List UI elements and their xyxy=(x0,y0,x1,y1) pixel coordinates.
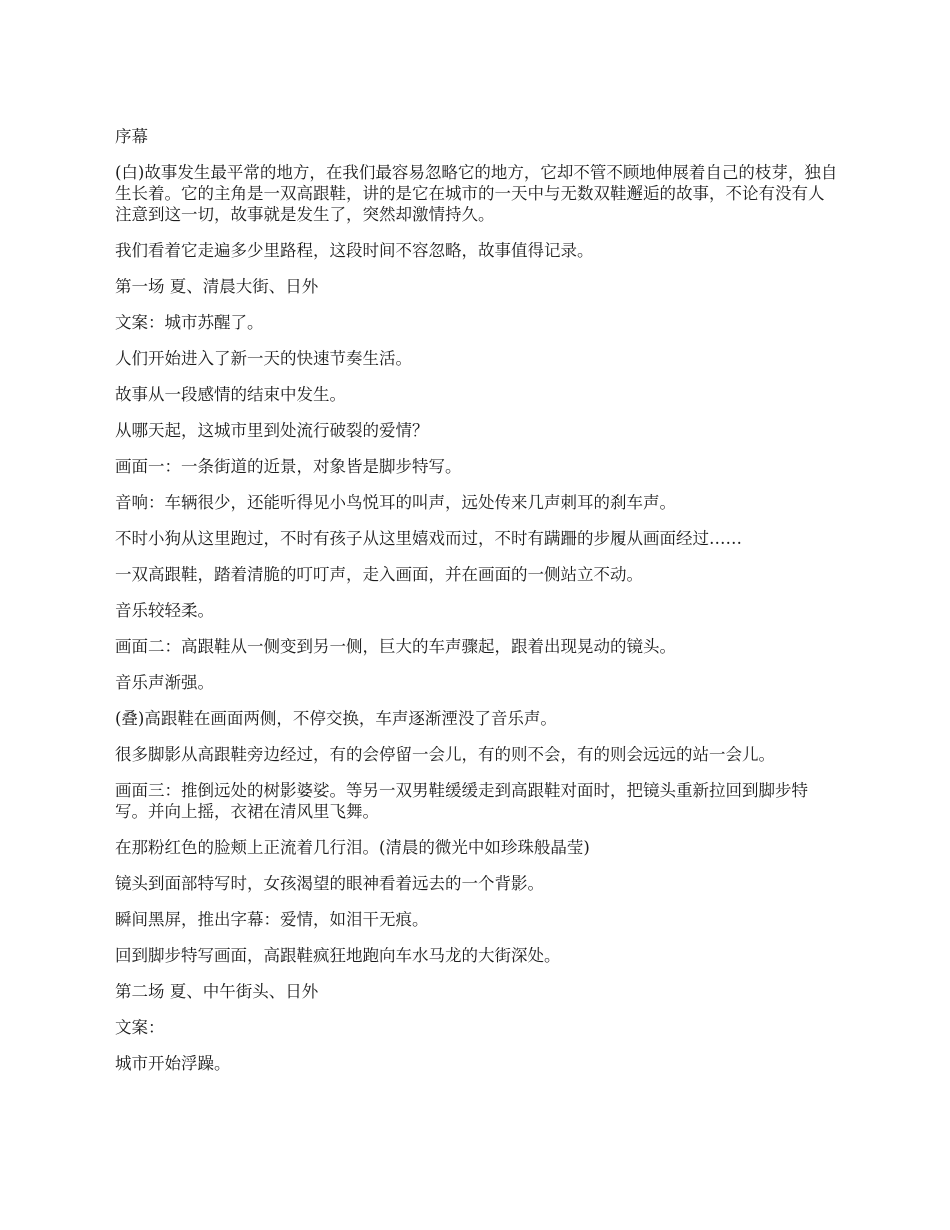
body-paragraph: 城市开始浮躁。 xyxy=(115,1054,231,1073)
body-paragraph: 从哪天起，这城市里到处流行破裂的爱情？ xyxy=(115,421,429,440)
section-heading-prologue: 序幕 xyxy=(115,127,148,146)
body-paragraph: 在那粉红色的脸颊上正流着几行泪。(清晨的微光中如珍珠般晶莹) xyxy=(115,838,590,857)
document-body xyxy=(115,126,839,1089)
body-paragraph: (叠)高跟鞋在画面两侧，不停交换，车声逐渐湮没了音乐声。 xyxy=(115,709,557,728)
narration-paragraph: (白)故事发生最平常的地方，在我们最容易忽略它的地方，它却不管不顾地伸展着自己的枝芽，独自生长着。它的主角是一双高跟鞋，讲的是它在城市的一天中与无数双鞋邂逅的故事，不论有没有人注意到这一切，故事就是发生了，突然却激情持久。 xyxy=(115,163,838,224)
shot-description: 画面二：高跟鞋从一侧变到另一侧，巨大的车声骤起，跟着出现晃动的镜头。 xyxy=(115,637,676,656)
scene-heading-2: 第二场 夏、中午街头、日外 xyxy=(115,982,319,1001)
body-paragraph: 故事从一段感情的结束中发生。 xyxy=(115,385,346,404)
music-note: 音乐较轻柔。 xyxy=(115,601,214,620)
music-note: 音乐声渐强。 xyxy=(115,673,214,692)
body-paragraph: 我们看着它走遍多少里路程，这段时间不容忽略，故事值得记录。 xyxy=(115,241,594,260)
shot-description: 画面三：推倒远处的树影婆娑。等另一双男鞋缓缓走到高跟鞋对面时，把镜头重新拉回到脚步特写。并向上摇，衣裙在清风里飞舞。 xyxy=(115,781,808,821)
body-paragraph: 镜头到面部特写时，女孩渴望的眼神看着远去的一个背影。 xyxy=(115,874,544,893)
sound-description: 音响：车辆很少，还能听得见小鸟悦耳的叫声，远处传来几声刺耳的刹车声。 xyxy=(115,493,676,512)
body-paragraph: 人们开始进入了新一天的快速节奏生活。 xyxy=(115,349,412,368)
body-paragraph: 瞬间黑屏，推出字幕：爱情，如泪干无痕。 xyxy=(115,910,429,929)
body-paragraph: 回到脚步特写画面，高跟鞋疯狂地跑向车水马龙的大街深处。 xyxy=(115,946,561,965)
body-paragraph: 一双高跟鞋，踏着清脆的叮叮声，走入画面，并在画面的一侧站立不动。 xyxy=(115,565,643,584)
body-paragraph: 很多脚影从高跟鞋旁边经过，有的会停留一会儿，有的则不会，有的则会远远的站一会儿。 xyxy=(115,745,775,764)
copy-line: 文案：城市苏醒了。 xyxy=(115,313,264,332)
body-paragraph: 不时小狗从这里跑过，不时有孩子从这里嬉戏而过，不时有蹒跚的步履从画面经过…… xyxy=(115,529,742,548)
shot-description: 画面一：一条街道的近景，对象皆是脚步特写。 xyxy=(115,457,462,476)
copy-line: 文案： xyxy=(115,1018,165,1037)
scene-heading-1: 第一场 夏、清晨大街、日外 xyxy=(115,277,319,296)
